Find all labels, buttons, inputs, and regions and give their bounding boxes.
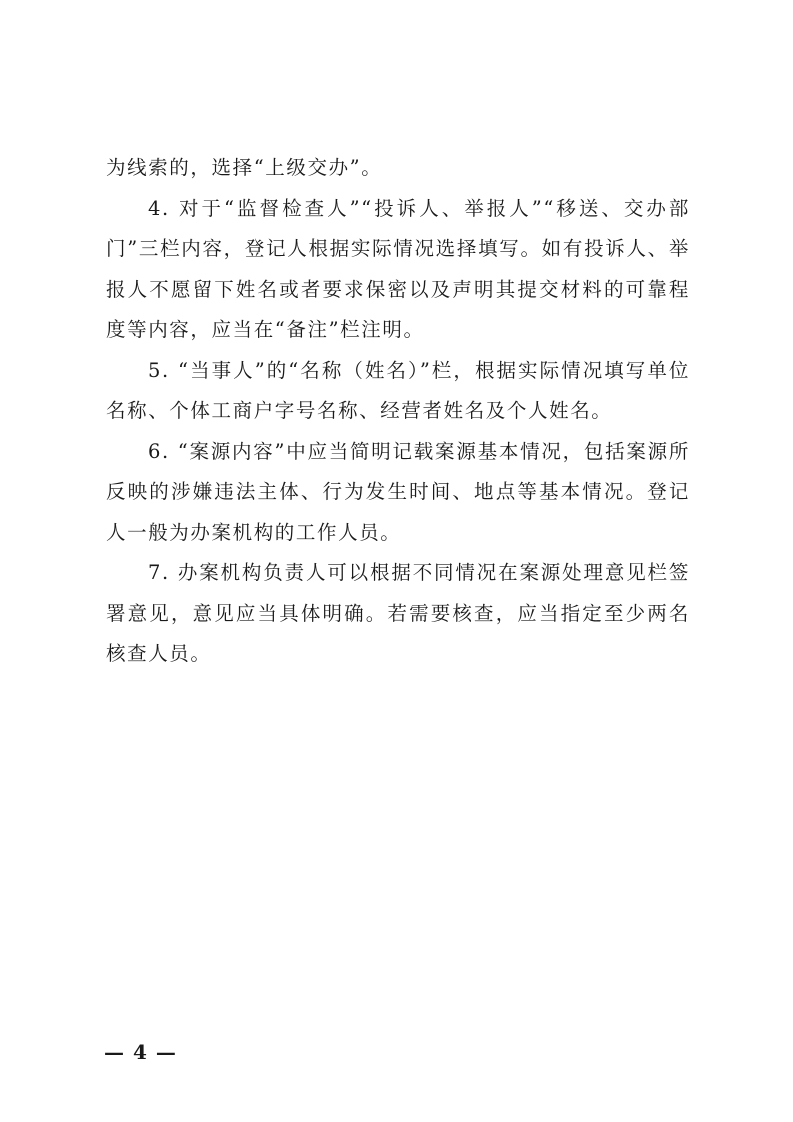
paragraph-continuation: 为线索的，选择“上级交办”。 — [106, 156, 383, 179]
paragraph-item-5: 5. “当事人”的“名称（姓名）”栏，根据实际情况填写单位名称、个体工商户字号名称、经营者姓名及个人姓名。 — [106, 358, 690, 422]
document-body — [106, 148, 690, 675]
paragraph-item-4: 4. 对于“监督检查人”“投诉人、举报人”“移送、交办部门”三栏内容，登记人根据实际情况选择填写。如有投诉人、举报人不愿留下姓名或者要求保密以及声明其提交材料的可靠程度等内容，应当在“备注”栏注明。 — [106, 196, 690, 341]
paragraph-item-6: 6. “案源内容”中应当简明记载案源基本情况，包括案源所反映的涉嫌违法主体、行为发生时间、地点等基本情况。登记人一般为办案机构的工作人员。 — [106, 439, 690, 544]
paragraph-item-7: 7. 办案机构负责人可以根据不同情况在案源处理意见栏签署意见，意见应当具体明确。若需要核查，应当指定至少两名核查人员。 — [106, 561, 690, 665]
page-number: — 4 — — [104, 1040, 177, 1064]
